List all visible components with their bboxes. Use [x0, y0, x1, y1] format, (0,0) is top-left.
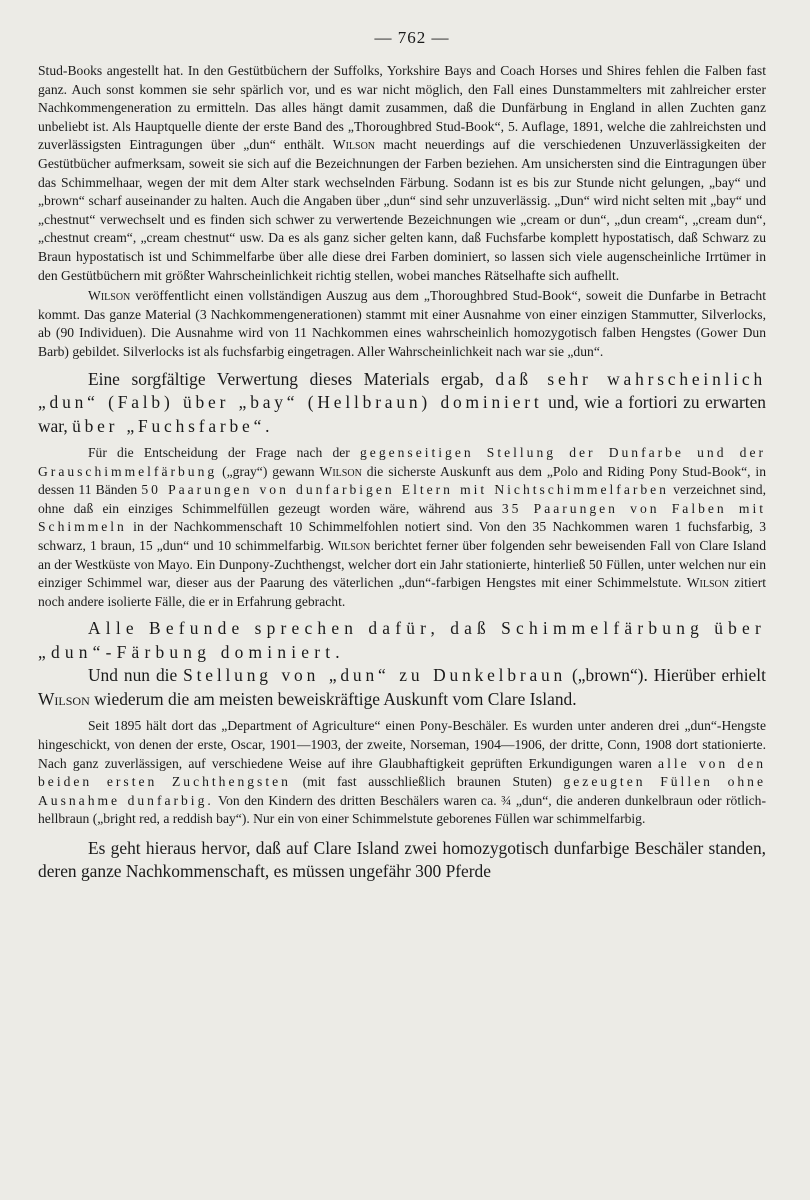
- paragraph-4-text-a: Für die Entscheidung der Frage nach der: [88, 445, 350, 460]
- paragraph-1-rest: macht neuerdings auf die verschiedenen Unzuverlässigkeiten der Gestütbücher aufmerksam, soweit sie sich auf die Bezeichnungen der Farben beziehen. Am unsichersten sind die Eintragungen über das Schimmelhaar, wegen der mit dem Alter stark wechselnden Färbung. Sodann ist es bis zur Stunde nicht gelungen, „bay“ und „brown“ scharf auseinander zu halten. Auch die Angaben über „dun“ sind sehr unzuverlässig. „Dun“ wird nicht selten mit „bay“ und „chestnut“ verwechselt und es finden sich schwer zu verwertende Bezeichnungen wie „cream or dun“, „dun cream“, „cream dun“, „chestnut cream“, „cream chestnut“ usw. Da es als ganz sicher gelten kann, daß Fuchsfarbe komplett hypostatisch, daß Schwarz zu Braun hypostatisch ist und Schimmelfarbe über alle diese drei Farben dominiert, so lassen sich viele augenscheinliche Irrtümer in den Gestütbüchern mit größter Wahrscheinlichkeit richtig stellen, wobei manches Rätselhafte sich aufhellt.: [38, 137, 766, 283]
- page-number: — 762 —: [374, 28, 450, 47]
- author-name: Wilson: [38, 688, 90, 709]
- paragraph-6-text-a: Und nun die: [88, 665, 178, 686]
- paragraph-3-emphasis-1: daß sehr wahrscheinlich „dun“ (Falb) über „bay“ (Hellbraun) dominiert: [38, 368, 766, 412]
- paragraph-7-text-a: Seit 1895 hält dort das „Department of Agriculture“ einen Pony-Beschäler. Es wurden unter anderen drei „dun“-Hengste hingeschickt, von denen der erste, Oscar, 1901—1903, der zweite, Norseman, 1904—1906, der dritte, Conn, 1908 dort stationierte. Nach ganz zuverlässigen, auf verschiedene Weise auf ihre Glaubhaftigkeit geprüften Erkundigungen waren: [38, 718, 766, 771]
- paragraph-4-text-d: die sicherste Auskunft aus dem „Polo and Riding Pony Stud-Book“, in dessen 11 Bänden: [38, 463, 767, 498]
- paragraph-4-text-j: zitiert noch andere isolierte Fälle, die er in Erfahrung gebracht.: [38, 575, 766, 609]
- paragraph-4: [38, 444, 766, 611]
- paragraph-7-emphasis-2: gezeugten Füllen ohne Ausnahme dunfarbig.: [38, 774, 766, 808]
- paragraph-7: [38, 717, 766, 829]
- paragraph-4-text-i: berichtet ferner über folgenden sehr beweisenden Fall von Clare Island an der Westküste von Mayo. Ein Dunpony-Zuchthengst, welcher dort ein Jahr stationierte, hinterließ 50 Füllen, unter welchen nur ein einziger Schimmel war, dieser aus der Paarung des väterlichen „dun“-farbigen Hengstes mit einer Schimmelstute.: [38, 537, 767, 591]
- paragraph-4-emphasis-3: 35 Paarungen von Falben mit Schimmeln: [38, 500, 766, 535]
- paragraph-2-text: veröffentlicht einen vollständigen Auszug aus dem „Thoroughbred Stud-Book“, soweit die Dunfarbe in Betracht kommt. Das ganze Material (3 Nachkommengenerationen) stammt mit einer Ausnahme von einer einzigen Stammutter, Silverlocks, ab (90 Individuen). Die Ausnahme wird von 11 Nachkommen eines wahrscheinlich homozygotisch falben Hengstes (Gower Dun Barb) gebildet. Silverlocks ist als fuchsfarbig eingetragen. Aller Wahrscheinlichkeit nach war sie „dun“.: [38, 288, 766, 359]
- paragraph-3: [38, 368, 766, 439]
- paragraph-3-emphasis-2: über „Fuchsfarbe“.: [72, 415, 274, 436]
- paragraph-1: [38, 62, 766, 285]
- paragraph-4-text-f: verzeichnet sind, ohne daß ein einziges Schimmelfüllen gezeugt worden wäre, während aus: [38, 482, 766, 516]
- paragraph-4-text-h: in der Nachkommenschaft 10 Schimmelfohlen notiert sind. Von den 35 Nachkommen waren 1 fuchsfarbig, 3 schwarz, 1 braun, 15 „dun“ und 10 schimmelfarbig.: [38, 519, 766, 553]
- paragraph-1-text: Stud-Books angestellt hat. In den Gestütbüchern der Suffolks, Yorkshire Bays and Coach Horses und Shires fehlen die Falben fast ganz. Auch sonst kommen sie sehr spärlich vor, und es war nicht möglich, den Fall eines Dunstammelters mit zahlreicher erster Nachkommengeneration zu ermitteln. Das alles hängt damit zusammen, daß die Dunfärbung in England in allen Zuchten ganz unbeliebt ist. Als Hauptquelle diente der erste Band des „Thoroughbred Stud-Book“, 5. Auflage, 1891, welche die zahlreichsten und zuverlässigsten Eintragungen über „dun“ enthält.: [38, 63, 766, 153]
- author-name: Wilson: [88, 288, 131, 304]
- paragraph-3-text-a: Eine sorgfältige Verwertung dieses Materials ergab,: [88, 368, 484, 389]
- paragraph-7-text-e: Von den Kindern des dritten Beschälers waren ca. ¾ „dun“, die anderen dunkelbraun oder rötlich-hellbraun („bright red, a reddish bay“). Nur ein von einer Schimmelstute geborenes Füllen war schimmelfarbig.: [38, 792, 767, 827]
- paragraph-5-emphasis: Alle Befunde sprechen dafür, daß Schimmelfärbung über „dun“-Färbung dominiert.: [38, 618, 766, 662]
- author-name: Wilson: [319, 463, 362, 479]
- paragraph-4-emphasis-1: gegenseitigen Stellung der Dunfarbe und der Grauschimmelfärbung: [38, 445, 766, 479]
- paragraph-2: [38, 287, 766, 361]
- paragraph-6: [38, 664, 766, 711]
- paragraph-4-text-c: („gray“) gewann: [222, 463, 315, 479]
- paragraph-4-emphasis-2: 50 Paarungen von dunfarbigen Eltern mit Nichtschimmelfarben: [141, 482, 669, 498]
- paragraph-6-emphasis: Stellung von „dun“ zu Dunkelbraun: [183, 665, 567, 686]
- paragraph-5: [38, 617, 766, 664]
- paragraph-6-text-c: („brown“). Hierüber erhielt: [572, 665, 766, 686]
- author-name: Wilson: [327, 537, 371, 553]
- paragraph-7-emphasis-1: alle von den beiden ersten Zuchthengsten: [38, 755, 767, 790]
- author-name: Wilson: [332, 137, 376, 153]
- paragraph-8: [38, 837, 766, 884]
- paragraph-7-text-c: (mit fast ausschließlich braunen Stuten): [302, 774, 552, 790]
- author-name: Wilson: [686, 575, 729, 591]
- paragraph-3-text-c: und, wie a fortiori zu erwarten war,: [38, 392, 766, 436]
- paragraph-6-text-d: wiederum die am meisten beweiskräftige Auskunft vom Clare Island.: [94, 688, 577, 709]
- paragraph-8-text: Es geht hieraus hervor, daß auf Clare Island zwei homozygotisch dunfarbige Beschäler standen, deren ganze Nachkommenschaft, es müssen ungefähr 300 Pferde: [38, 837, 766, 882]
